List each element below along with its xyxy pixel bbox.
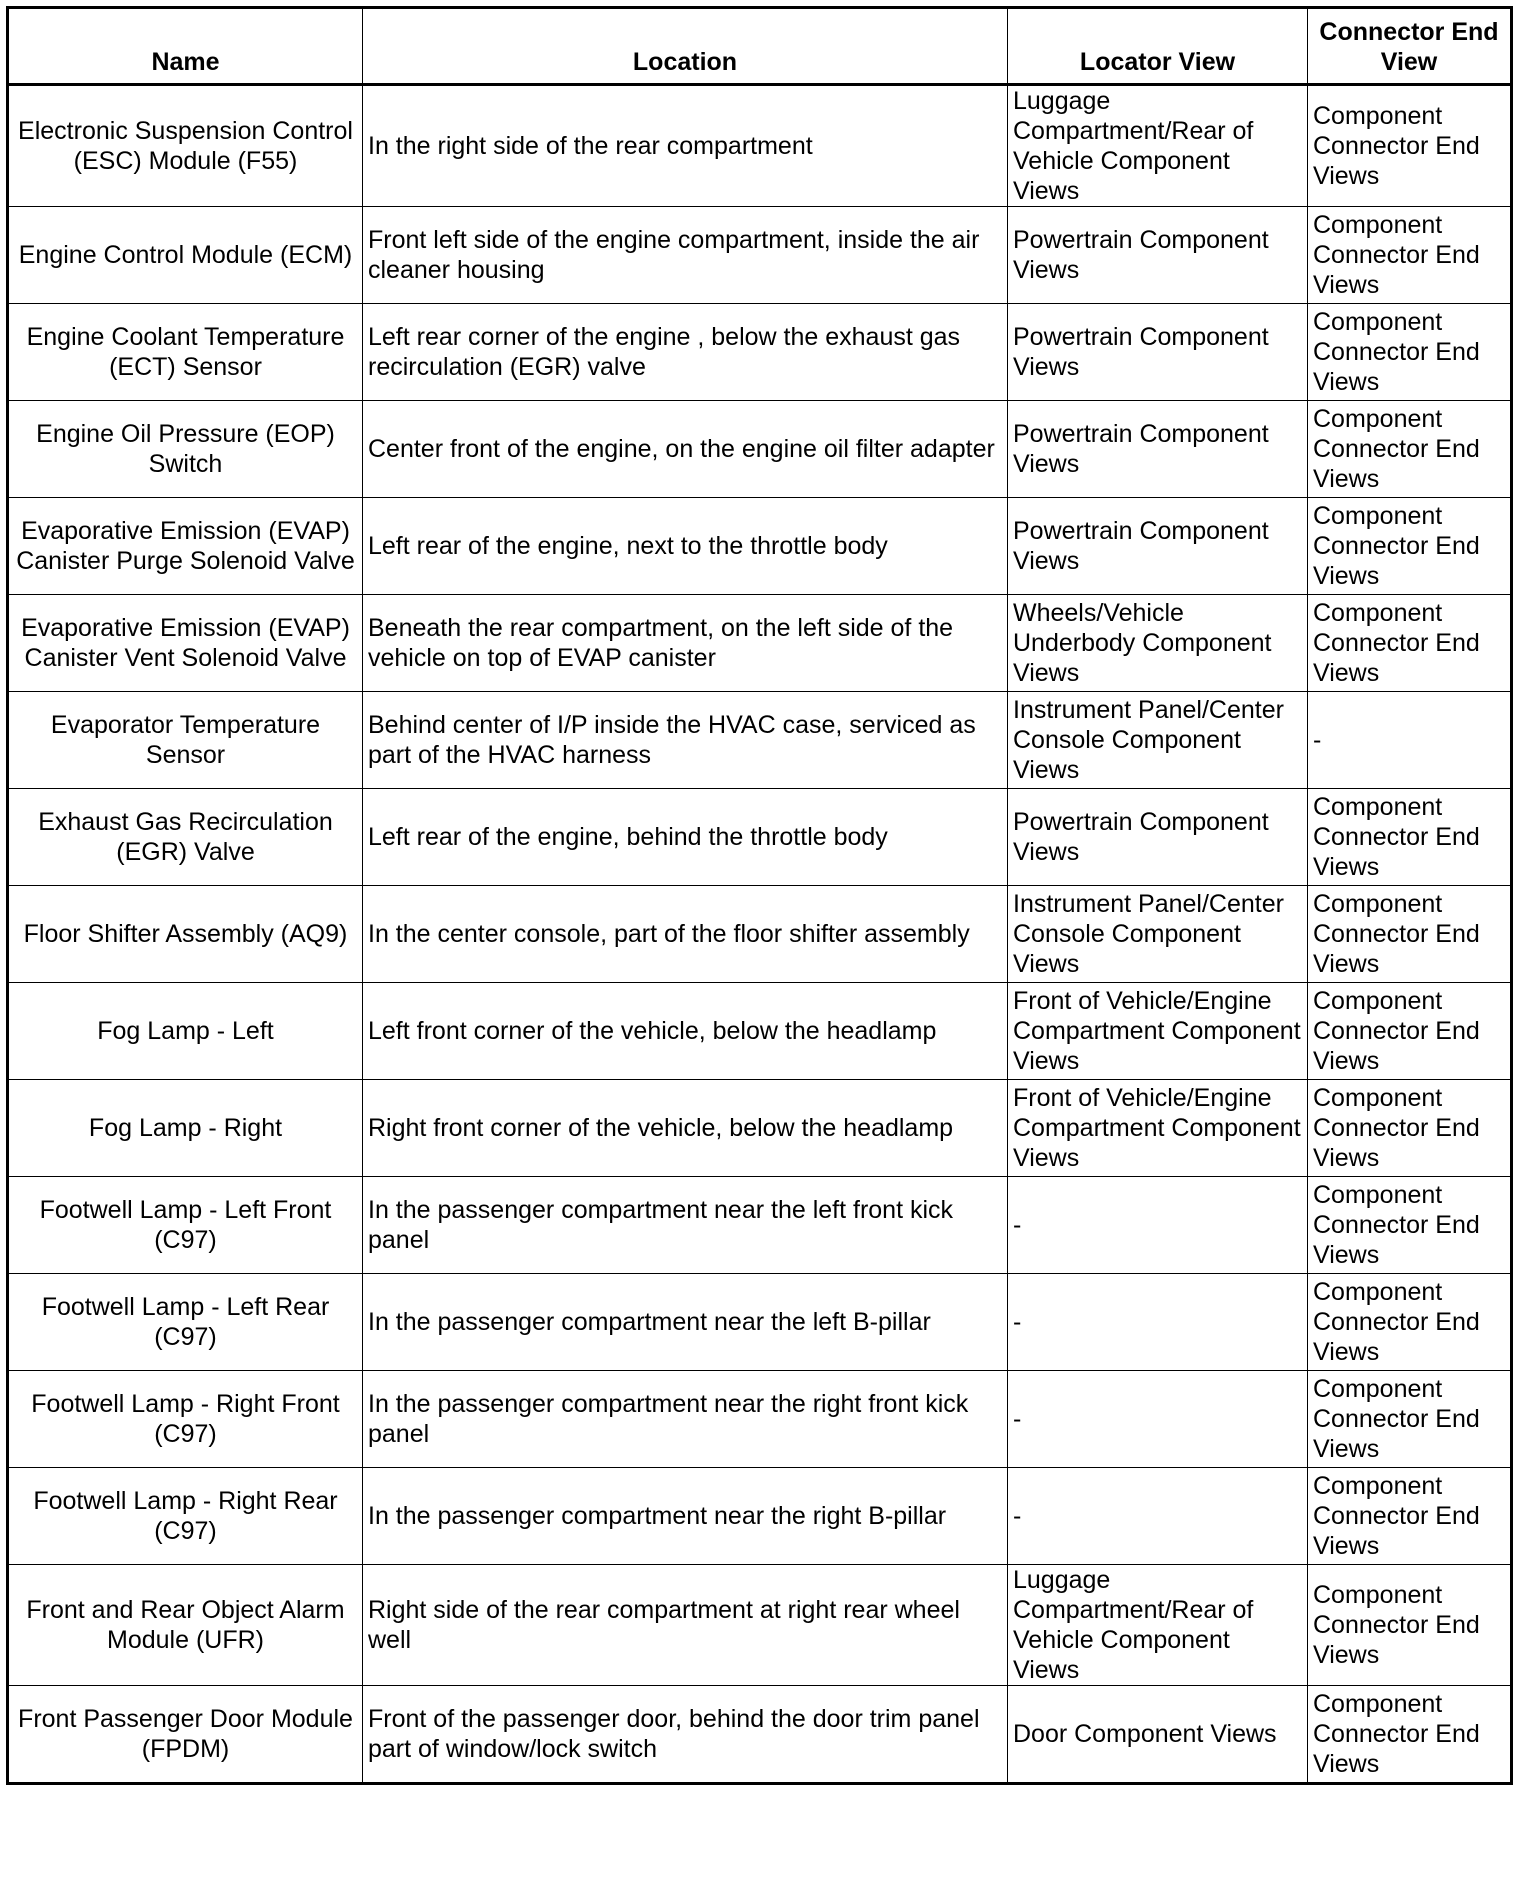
- cell-location: Left rear corner of the engine , below the exhaust gas recirculation (EGR) valve: [363, 304, 1008, 401]
- cell-connector-view: Component Connector End Views: [1308, 85, 1512, 207]
- cell-location: Front of the passenger door, behind the door trim panel part of window/lock switch: [363, 1686, 1008, 1784]
- cell-locator-view: -: [1008, 1468, 1308, 1565]
- table-row: [8, 1274, 1512, 1371]
- cell-location: In the passenger compartment near the right front kick panel: [363, 1371, 1008, 1468]
- cell-location: In the center console, part of the floor shifter assembly: [363, 886, 1008, 983]
- cell-connector-view: Component Connector End Views: [1308, 1177, 1512, 1274]
- table-row: [8, 207, 1512, 304]
- table-row: [8, 789, 1512, 886]
- table-row: [8, 304, 1512, 401]
- table-row: [8, 1468, 1512, 1565]
- cell-locator-view: Door Component Views: [1008, 1686, 1308, 1784]
- cell-location: In the right side of the rear compartment: [363, 85, 1008, 207]
- cell-name: Electronic Suspension Control (ESC) Module (F55): [8, 85, 363, 207]
- cell-locator-view: Front of Vehicle/Engine Compartment Component Views: [1008, 983, 1308, 1080]
- cell-locator-view: Front of Vehicle/Engine Compartment Component Views: [1008, 1080, 1308, 1177]
- cell-locator-view: Wheels/Vehicle Underbody Component Views: [1008, 595, 1308, 692]
- cell-locator-view: Instrument Panel/Center Console Component Views: [1008, 692, 1308, 789]
- table-row: [8, 595, 1512, 692]
- table-row: [8, 1686, 1512, 1784]
- cell-locator-view: Instrument Panel/Center Console Component Views: [1008, 886, 1308, 983]
- cell-location: In the passenger compartment near the left B-pillar: [363, 1274, 1008, 1371]
- cell-locator-view: Powertrain Component Views: [1008, 498, 1308, 595]
- table-row: [8, 1371, 1512, 1468]
- cell-locator-view: -: [1008, 1177, 1308, 1274]
- cell-connector-view: Component Connector End Views: [1308, 1468, 1512, 1565]
- cell-location: Left front corner of the vehicle, below the headlamp: [363, 983, 1008, 1080]
- cell-name: Front and Rear Object Alarm Module (UFR): [8, 1565, 363, 1686]
- cell-location: Left rear of the engine, behind the throttle body: [363, 789, 1008, 886]
- cell-name: Floor Shifter Assembly (AQ9): [8, 886, 363, 983]
- cell-name: Fog Lamp - Left: [8, 983, 363, 1080]
- cell-location: Center front of the engine, on the engine oil filter adapter: [363, 401, 1008, 498]
- cell-connector-view: Component Connector End Views: [1308, 1080, 1512, 1177]
- cell-name: Footwell Lamp - Right Front (C97): [8, 1371, 363, 1468]
- cell-connector-view: Component Connector End Views: [1308, 789, 1512, 886]
- table-row: [8, 1080, 1512, 1177]
- cell-connector-view: -: [1308, 692, 1512, 789]
- cell-connector-view: Component Connector End Views: [1308, 1371, 1512, 1468]
- table-row: [8, 401, 1512, 498]
- cell-locator-view: Powertrain Component Views: [1008, 304, 1308, 401]
- table-header-row: [8, 8, 1512, 85]
- header-locator-view: Locator View: [1008, 8, 1308, 85]
- cell-name: Footwell Lamp - Right Rear (C97): [8, 1468, 363, 1565]
- cell-location: Right front corner of the vehicle, below the headlamp: [363, 1080, 1008, 1177]
- cell-locator-view: Luggage Compartment/Rear of Vehicle Component Views: [1008, 85, 1308, 207]
- cell-name: Evaporative Emission (EVAP) Canister Vent Solenoid Valve: [8, 595, 363, 692]
- cell-name: Footwell Lamp - Left Front (C97): [8, 1177, 363, 1274]
- cell-location: In the passenger compartment near the right B-pillar: [363, 1468, 1008, 1565]
- cell-connector-view: Component Connector End Views: [1308, 595, 1512, 692]
- table-row: [8, 498, 1512, 595]
- cell-connector-view: Component Connector End Views: [1308, 983, 1512, 1080]
- cell-name: Evaporative Emission (EVAP) Canister Purge Solenoid Valve: [8, 498, 363, 595]
- cell-connector-view: Component Connector End Views: [1308, 1274, 1512, 1371]
- component-locator-table-container: [6, 6, 1510, 1785]
- cell-connector-view: Component Connector End Views: [1308, 1565, 1512, 1686]
- cell-location: Beneath the rear compartment, on the left side of the vehicle on top of EVAP canister: [363, 595, 1008, 692]
- cell-locator-view: Luggage Compartment/Rear of Vehicle Component Views: [1008, 1565, 1308, 1686]
- cell-location: Left rear of the engine, next to the throttle body: [363, 498, 1008, 595]
- header-connector-end-view: Connector End View: [1308, 8, 1512, 85]
- cell-location: Right side of the rear compartment at right rear wheel well: [363, 1565, 1008, 1686]
- table-row: [8, 983, 1512, 1080]
- table-row: [8, 692, 1512, 789]
- cell-locator-view: Powertrain Component Views: [1008, 207, 1308, 304]
- cell-connector-view: Component Connector End Views: [1308, 886, 1512, 983]
- table-row: [8, 85, 1512, 207]
- cell-locator-view: Powertrain Component Views: [1008, 401, 1308, 498]
- header-location: Location: [363, 8, 1008, 85]
- cell-name: Front Passenger Door Module (FPDM): [8, 1686, 363, 1784]
- cell-connector-view: Component Connector End Views: [1308, 498, 1512, 595]
- cell-connector-view: Component Connector End Views: [1308, 304, 1512, 401]
- cell-name: Engine Oil Pressure (EOP) Switch: [8, 401, 363, 498]
- cell-name: Engine Coolant Temperature (ECT) Sensor: [8, 304, 363, 401]
- table-row: [8, 1177, 1512, 1274]
- header-name: Name: [8, 8, 363, 85]
- cell-connector-view: Component Connector End Views: [1308, 207, 1512, 304]
- cell-location: Behind center of I/P inside the HVAC case, serviced as part of the HVAC harness: [363, 692, 1008, 789]
- cell-locator-view: Powertrain Component Views: [1008, 789, 1308, 886]
- cell-name: Evaporator Temperature Sensor: [8, 692, 363, 789]
- cell-name: Footwell Lamp - Left Rear (C97): [8, 1274, 363, 1371]
- component-locator-table: [6, 6, 1513, 1785]
- cell-location: In the passenger compartment near the left front kick panel: [363, 1177, 1008, 1274]
- table-row: [8, 886, 1512, 983]
- cell-connector-view: Component Connector End Views: [1308, 401, 1512, 498]
- cell-connector-view: Component Connector End Views: [1308, 1686, 1512, 1784]
- cell-name: Engine Control Module (ECM): [8, 207, 363, 304]
- cell-name: Fog Lamp - Right: [8, 1080, 363, 1177]
- cell-locator-view: -: [1008, 1274, 1308, 1371]
- cell-locator-view: -: [1008, 1371, 1308, 1468]
- cell-location: Front left side of the engine compartment, inside the air cleaner housing: [363, 207, 1008, 304]
- cell-name: Exhaust Gas Recirculation (EGR) Valve: [8, 789, 363, 886]
- table-row: [8, 1565, 1512, 1686]
